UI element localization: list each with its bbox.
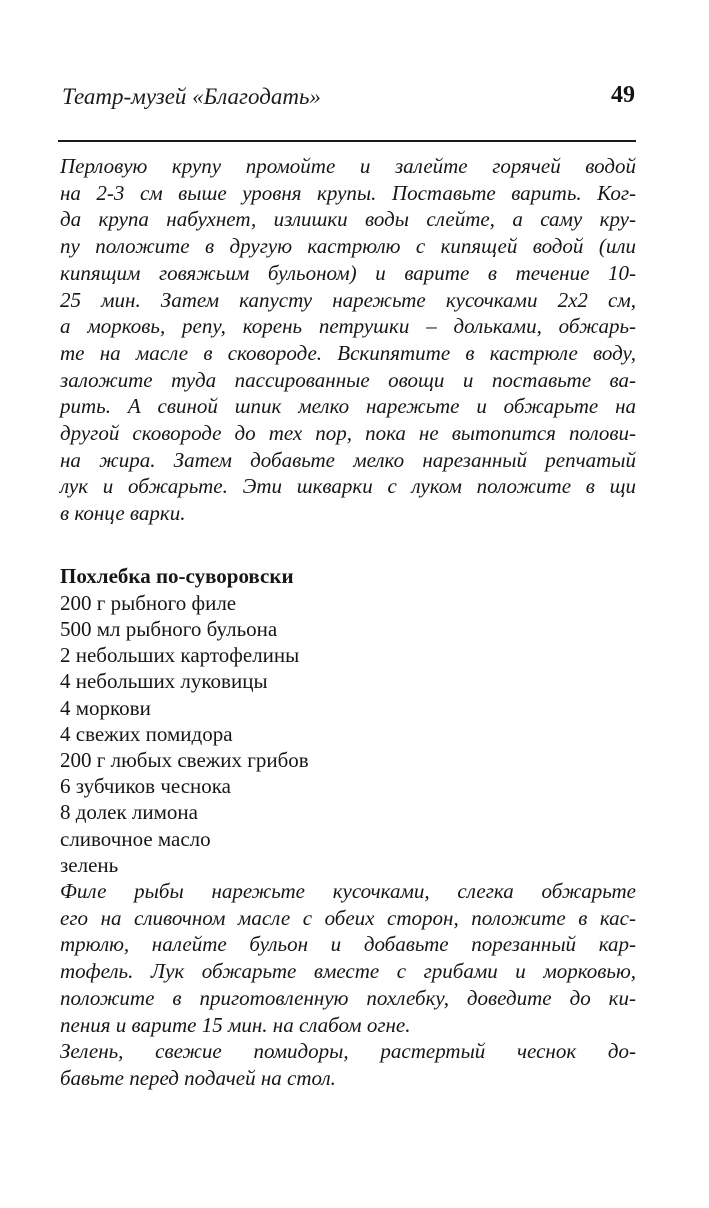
intro-paragraph [60, 153, 636, 527]
ingredient-item: 4 небольших луковицы [60, 669, 268, 694]
ingredient-item: 200 г рыбного филе [60, 590, 237, 615]
paragraph-line: кипящим говяжьим бульоном) и варите в течение 10- [60, 260, 636, 285]
paragraph-line: на 2-3 см выше уровня крупы. Поставьте варить. Ког- [60, 180, 636, 205]
section-gap [60, 527, 636, 553]
text-column [60, 153, 636, 1092]
paragraph-line: рить. А свиной шпик мелко нарежьте и обжарьте на [60, 394, 636, 419]
ingredient-item: 4 свежих помидора [60, 721, 233, 746]
ingredient-item: 200 г любых свежих грибов [60, 748, 309, 773]
paragraph-line: его на сливочном масле с обеих сторон, положите в кас- [60, 905, 636, 930]
paragraph-line: те на масле в сковороде. Вскипятите в кастрюле воду, [60, 340, 636, 365]
recipe-title: Похлебка по-суворовски [60, 563, 294, 588]
paragraph-line: в конце варки. [60, 501, 186, 526]
running-title: Театр-музей «Благодать» [62, 84, 321, 109]
paragraph-line: положите в приготовленную похлебку, доведите до ки- [60, 985, 636, 1010]
ingredient-item: сливочное масло [60, 826, 211, 851]
ingredient-list [60, 590, 636, 878]
ingredient-item: 8 долек лимона [60, 800, 198, 825]
paragraph-line: лук и обжарьте. Эти шкварки с луком положите в щи [60, 474, 636, 499]
paragraph-line: бавьте перед подачей на стол. [60, 1066, 336, 1090]
ingredient-item: зелень [60, 852, 119, 877]
paragraph-line: да крупа набухнет, излишки воды слейте, а саму кру- [60, 207, 636, 232]
paragraph-line: трюлю, налейте бульон и добавьте порезанный кар- [60, 932, 636, 957]
paragraph-line: на жира. Затем добавьте мелко нарезанный репчатый [60, 447, 636, 472]
instructions-paragraph [60, 878, 636, 1038]
header-divider [58, 140, 636, 142]
page-number: 49 [611, 82, 635, 108]
ingredient-item: 4 моркови [60, 695, 151, 720]
ingredient-item: 500 мл рыбного бульона [60, 617, 278, 642]
paragraph-line: тофель. Лук обжарьте вместе с грибами и морковью, [60, 959, 636, 984]
ingredient-item: 2 небольших картофелины [60, 643, 300, 668]
ingredient-item: 6 зубчиков чеснока [60, 774, 231, 799]
paragraph-line: пу положите в другую кастрюлю с кипящей водой (или [60, 234, 636, 259]
serving-paragraph [60, 1038, 636, 1091]
paragraph-line: 25 мин. Затем капусту нарежьте кусочками 2х2 см, [60, 287, 636, 312]
paragraph-line: Филе рыбы нарежьте кусочками, слегка обжарьте [60, 879, 636, 904]
paragraph-line: заложите туда пассированные овощи и поставьте ва- [60, 367, 636, 392]
paragraph-line: Перловую крупу промойте и залейте горячей водой [60, 154, 636, 178]
paragraph-line: пения и варите 15 мин. на слабом огне. [60, 1012, 411, 1037]
paragraph-line: Зелень, свежие помидоры, растертый чеснок до- [60, 1039, 636, 1064]
paragraph-line: а морковь, репу, корень петрушки – дольками, обжарь- [60, 314, 636, 339]
paragraph-line: другой сковороде до тех пор, пока не вытопится полови- [60, 421, 636, 446]
